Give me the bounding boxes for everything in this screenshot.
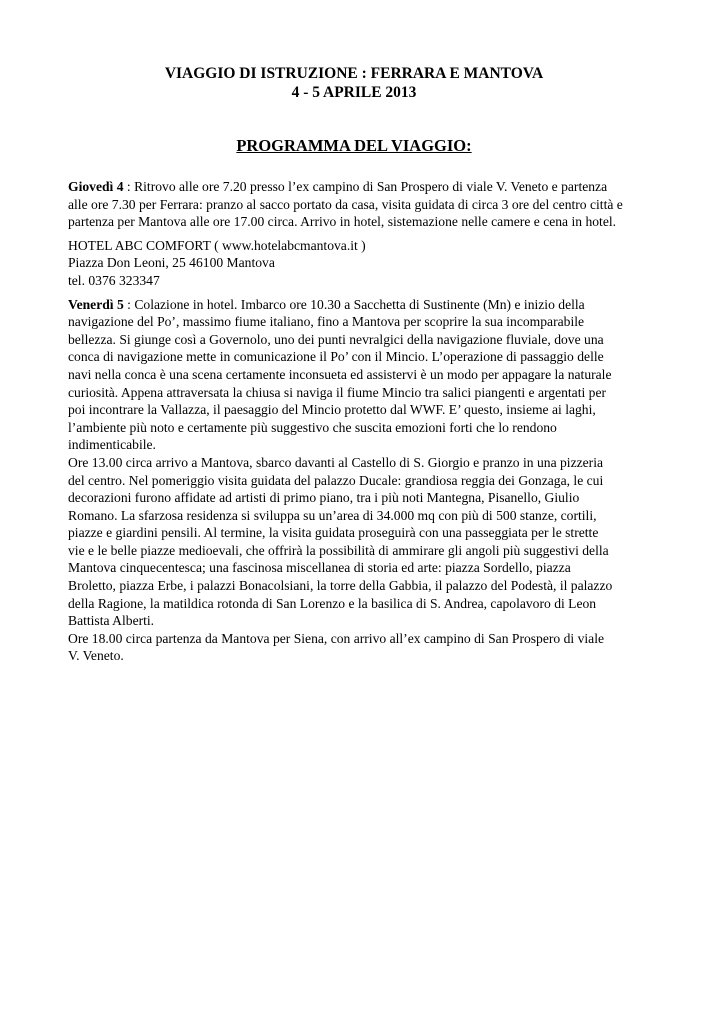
day2-text: : Colazione in hotel. Imbarco ore 10.30 a Sacchetta di Sustinente (Mn) e inizio della navigazione del Po’, massimo fiume italiano, fino a Mantova per scoprire la sua incomparabile bellezza. Si giunge così a Governolo, uno dei punti nevralgici della navigazione fluviale, dove una conca di navigazione mette in comunicazione il Po’ con il Mincio. L’operazione di passaggio delle navi nella conca è una scena certamente inconsueta ed assistervi è un modo per appagare la naturale curiosità. Appena attraversata la chiusa si naviga il fiume Mincio tra salici piangenti e argentati per poi incontrare la Vallazza, il paesaggio del Mincio protetto dal WWF. E’ questo, insieme ai laghi, l’ambiente più noto e certamente più suggestivo che suscita emozioni forti che lo rendono indimenticabile. bbox=[68, 296, 612, 453]
document-title: VIAGGIO DI ISTRUZIONE : FERRARA E MANTOVA bbox=[164, 65, 544, 82]
day1-label: Giovedì 4 bbox=[68, 179, 124, 194]
hotel-info bbox=[68, 237, 640, 290]
hotel-address: Piazza Don Leoni, 25 46100 Mantova bbox=[68, 255, 275, 271]
hotel-phone: tel. 0376 323347 bbox=[68, 272, 160, 288]
day2-label: Venerdì 5 bbox=[68, 296, 124, 312]
day1-text: : Ritrovo alle ore 7.20 presso l’ex campino di San Prospero di viale V. Veneto e partenza alle ore 7.30 per Ferrara: pranzo al sacco portato da casa, visita guidata di circa 3 ore del centro città e partenza per Mantova alle ore 17.00 circa. Arrivo in hotel, sistemazione nelle camere e cena in hotel. bbox=[68, 179, 623, 230]
day2-paragraph bbox=[68, 296, 640, 454]
document-dates: 4 - 5 APRILE 2013 bbox=[291, 84, 417, 101]
hotel-name: HOTEL ABC COMFORT ( www.hotelabcmantova.it ) bbox=[68, 237, 366, 253]
document-page bbox=[68, 64, 640, 665]
day2-afternoon-paragraph: Ore 13.00 circa arrivo a Mantova, sbarco davanti al Castello di S. Giorgio e pranzo in una pizzeria del centro. Nel pomeriggio visita guidata del palazzo Ducale: grandiosa reggia dei Gonzaga, le cui decorazioni furono affidate ad artisti di primo piano, tra i più noti Mantegna, Pisanello, Giulio Romano. La sfarzosa residenza si sviluppa su un’area di 34.000 mq con più di 500 stanze, cortili, piazze e giardini pensili. Al termine, la visita guidata proseguirà con una passeggiata per le strette vie e le belle piazze medioevali, che offrirà la possibilità di ammirare gli angoli più suggestivi della Mantova cinquecentesca; una fascinosa miscellanea di storia ed arte: piazza Sordello, piazza Broletto, piazza Erbe, i palazzi Bonacolsiani, la torre della Gabbia, il palazzo del Podestà, il palazzo della Ragione, la matildica rotonda di San Lorenzo e la basilica di S. Andrea, capolavoro di Leon Battista Alberti. bbox=[68, 454, 613, 629]
day2-return-paragraph: Ore 18.00 circa partenza da Mantova per Siena, con arrivo all’ex campino di San Prospero di viale V. Veneto. bbox=[68, 630, 605, 664]
section-heading: PROGRAMMA DEL VIAGGIO: bbox=[236, 136, 472, 155]
day1-paragraph bbox=[68, 178, 640, 231]
